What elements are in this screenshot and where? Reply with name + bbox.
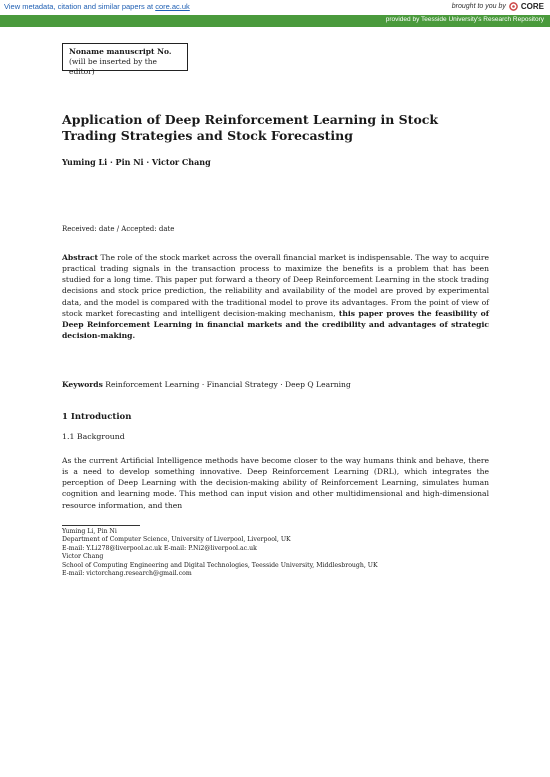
brought-by: [452, 2, 544, 11]
core-brand[interactable]: CORE: [520, 2, 544, 11]
core-header: [0, 0, 550, 15]
manuscript-number: Noname manuscript No.: [69, 47, 172, 56]
received-date: Received: date / Accepted: date: [62, 225, 175, 233]
footnote-emails: E-mail: Y.Li278@liverpool.ac.uk E-mail: P.Ni2@liverpool.ac.uk: [62, 544, 257, 552]
footnote: [62, 528, 489, 578]
metadata-notice: [4, 2, 190, 11]
footnote-email2: E-mail: victorchang.research@gmail.com: [62, 570, 192, 578]
section-heading: 1 Introduction: [62, 412, 132, 422]
paper-authors: Yuming Li · Pin Ni · Victor Chang: [62, 157, 211, 167]
paper-title: Application of Deep Reinforcement Learning in Stock Trading Strategies and Stock Forecasting: [62, 112, 439, 143]
keywords-label: Keywords: [62, 380, 103, 389]
footnote-affiliation2: School of Computing Engineering and Digital Technologies, Teesside University, Middlesbrough, UK: [62, 561, 378, 569]
subsection-heading: 1.1 Background: [62, 432, 125, 441]
keywords: [62, 380, 489, 389]
brought-by-text: brought to you by: [451, 3, 506, 10]
abstract-emphasis: this paper proves the feasibility of Deep Reinforcement Learning in financial markets and the credibility and advantages of strategic decision-making.: [62, 308, 489, 341]
core-link[interactable]: core.ac.uk: [155, 2, 190, 11]
provided-by-bar: [0, 15, 550, 27]
keywords-text: Reinforcement Learning · Financial Strategy · Deep Q Learning: [105, 380, 351, 389]
footnote-rule: [62, 525, 140, 526]
footnote-author2: Victor Chang: [62, 553, 104, 561]
abstract: [62, 252, 489, 341]
abstract-text: The role of the stock market across the overall financial market is indispensable. The way to acquire practical trading signals in the transaction process to maximize the benefits is a problem that has been studied for a long time. This paper put forward a theory of Deep Reinforcement Learning in the stock trading decisions and stock price prediction, the reliability and availability of the model are proved by experimental data, and the model is compared with the traditional model to prove its advantages. From the point of view of stock market forecasting and intelligent decision-making mechanism,: [62, 253, 489, 318]
body-paragraph: As the current Artificial Intelligence methods have become closer to the way humans think and behave, there is a need to develop something innovative. Deep Reinforcement Learning (DRL), which integrates the perception of Deep Learning with the decision-making ability of Reinforcement Learning, simulates human cognition and learning mode. This method can input vision and other multidimensional and high-dimensional resource information, and then: [62, 456, 489, 510]
abstract-label: Abstract: [62, 253, 99, 262]
manuscript-note: (will be inserted by the editor): [69, 57, 157, 76]
footnote-authors: Yuming Li, Pin Ni: [62, 528, 117, 535]
provided-by-text[interactable]: provided by Teesside University's Research Repository: [385, 16, 544, 23]
metadata-text: View metadata, citation and similar papers at: [4, 2, 154, 11]
core-logo-icon: [509, 2, 518, 11]
manuscript-box: [62, 43, 188, 76]
footnote-affiliation: Department of Computer Science, University of Liverpool, Liverpool, UK: [62, 536, 291, 544]
